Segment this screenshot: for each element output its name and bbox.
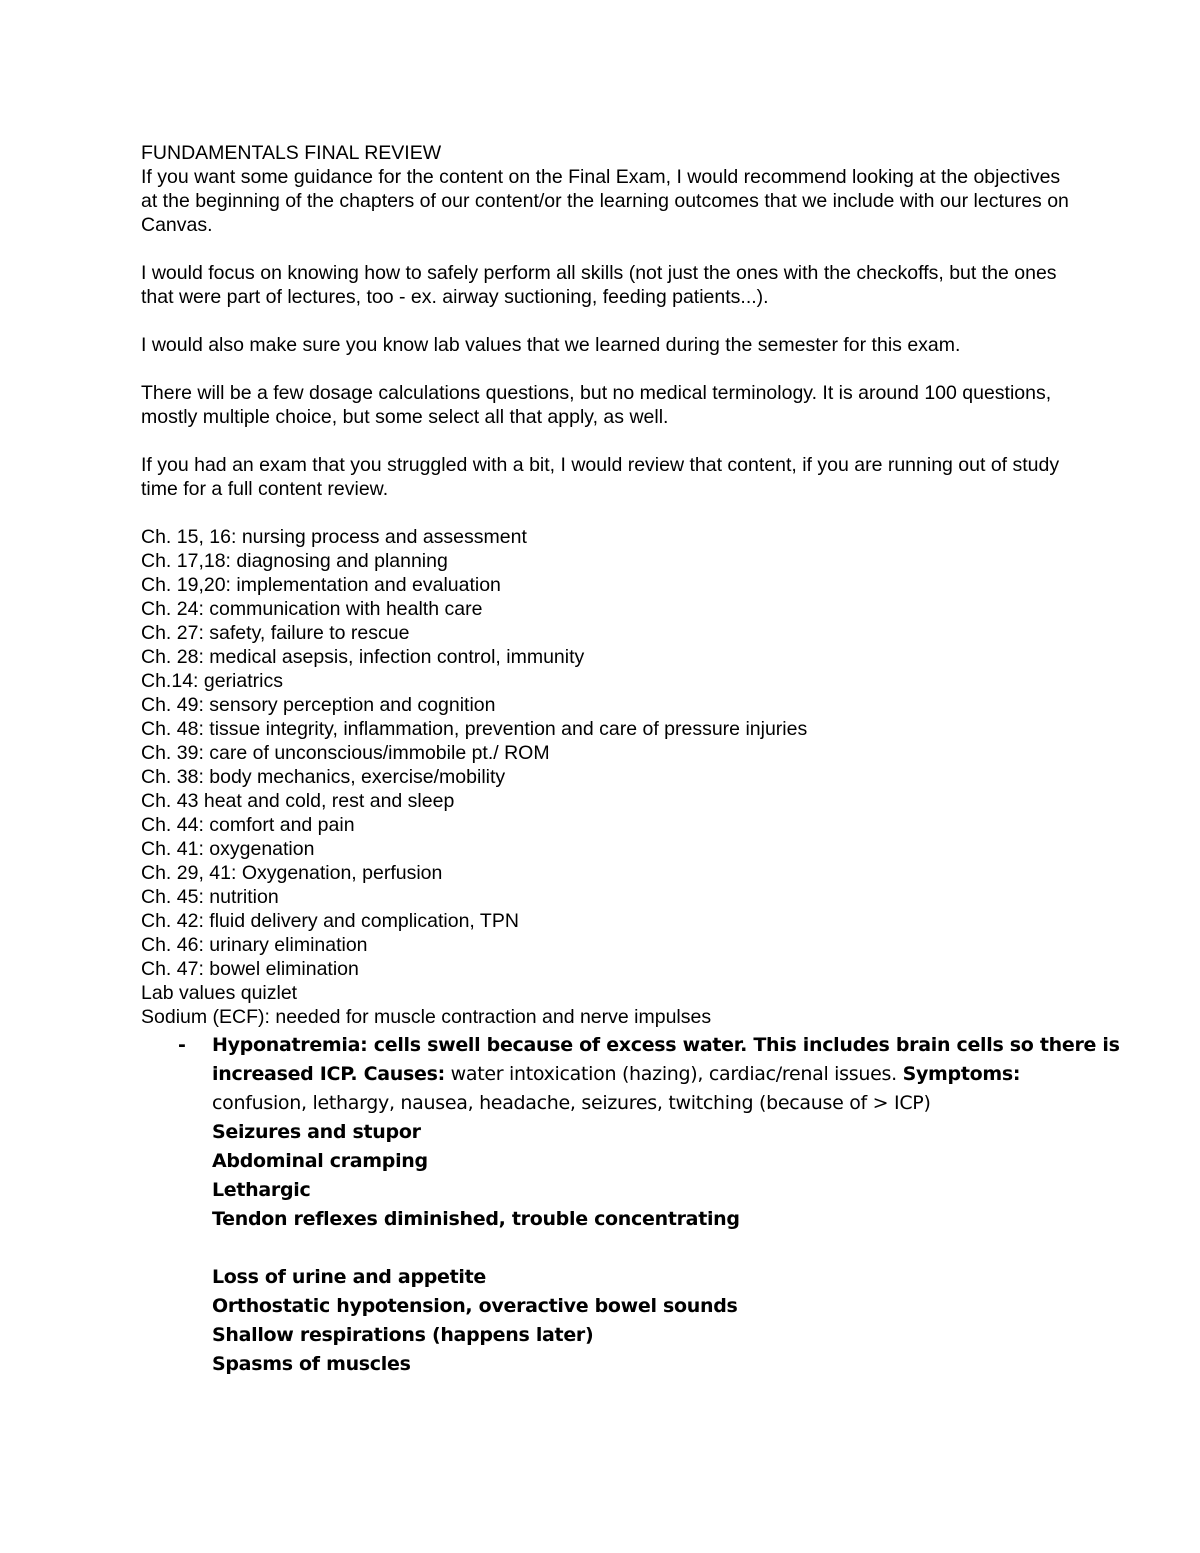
exam-format-paragraph: There will be a few dosage calculations questions, but no medical terminology. It is around 100 questions, mostly multiple choice, but some select all that apply, as well.: [141, 382, 1057, 428]
list-item: Ch. 29, 41: Oxygenation, perfusion: [141, 862, 443, 884]
symptom-item: Tendon reflexes diminished, trouble concentrating: [212, 1208, 740, 1230]
symptom-item: Abdominal cramping: [212, 1150, 428, 1172]
lab-values-paragraph: I would also make sure you know lab values that we learned during the semester for this exam.: [141, 334, 961, 356]
list-item: Ch. 41: oxygenation: [141, 838, 315, 860]
symptom-item: Shallow respirations (happens later): [212, 1324, 594, 1346]
chapter-list: [141, 525, 1081, 981]
document-page: [141, 141, 1120, 1379]
symptom-item: Loss of urine and appetite: [212, 1266, 486, 1288]
list-item: Ch. 39: care of unconscious/immobile pt./ ROM: [141, 742, 550, 764]
symptom-item: Spasms of muscles: [212, 1353, 411, 1375]
list-item: Ch. 17,18: diagnosing and planning: [141, 550, 448, 572]
list-item: Ch. 46: urinary elimination: [141, 934, 368, 956]
review-advice-paragraph: If you had an exam that you struggled with a bit, I would review that content, if you are running out of study time for a full content review.: [141, 454, 1065, 500]
list-item: Ch. 49: sensory perception and cognition: [141, 694, 496, 716]
list-item: Ch. 48: tissue integrity, inflammation, prevention and care of pressure injuries: [141, 718, 808, 740]
causes-label: Causes:: [363, 1063, 445, 1085]
list-item: Ch. 15, 16: nursing process and assessment: [141, 526, 527, 548]
hyponatremia-line-2: [212, 1060, 1081, 1089]
hyponatremia-bullet: [141, 1031, 1120, 1379]
list-item: Ch. 44: comfort and pain: [141, 814, 355, 836]
list-item: Ch. 38: body mechanics, exercise/mobility: [141, 766, 506, 788]
list-item: Ch. 24: communication with health care: [141, 598, 483, 620]
symptom-item: Seizures and stupor: [212, 1121, 421, 1143]
symptoms-label: Symptoms:: [902, 1063, 1021, 1085]
bullet-dash: -: [178, 1034, 186, 1056]
document-title: FUNDAMENTALS FINAL REVIEW: [141, 142, 442, 164]
symptom-item: Orthostatic hypotension, overactive bowel sounds: [212, 1295, 738, 1317]
blank-line: [212, 1234, 1081, 1263]
list-item: Ch. 45: nutrition: [141, 886, 279, 908]
sodium-line: Sodium (ECF): needed for muscle contraction and nerve impulses: [141, 1006, 712, 1028]
icp-text: increased ICP.: [212, 1063, 364, 1085]
lab-values-heading: Lab values quizlet: [141, 982, 298, 1004]
list-item: Ch.14: geriatrics: [141, 670, 283, 692]
list-item: Ch. 27: safety, failure to rescue: [141, 622, 410, 644]
symptom-item: Lethargic: [212, 1179, 311, 1201]
hyponatremia-line-1: Hyponatremia: cells swell because of excess water. This includes brain cells so there is: [212, 1034, 1120, 1056]
skills-paragraph: I would focus on knowing how to safely perform all skills (not just the ones with the checkoffs, but the ones that were part of lectures, too - ex. airway suctioning, feeding patients...).: [141, 262, 1062, 308]
list-item: Ch. 47: bowel elimination: [141, 958, 359, 980]
intro-paragraph: If you want some guidance for the content on the Final Exam, I would recommend looking at the objectives at the beginning of the chapters of our content/or the learning outcomes that we include with our lectures on Canvas.: [141, 166, 1075, 236]
causes-text: water intoxication (hazing), cardiac/renal issues.: [444, 1063, 903, 1085]
list-item: Ch. 42: fluid delivery and complication, TPN: [141, 910, 519, 932]
lab-values-section: [141, 981, 1081, 1029]
list-item: Ch. 43 heat and cold, rest and sleep: [141, 790, 455, 812]
list-item: Ch. 19,20: implementation and evaluation: [141, 574, 501, 596]
hyponatremia-line-3: confusion, lethargy, nausea, headache, seizures, twitching (because of > ICP): [212, 1092, 931, 1114]
list-item: Ch. 28: medical asepsis, infection control, immunity: [141, 646, 585, 668]
